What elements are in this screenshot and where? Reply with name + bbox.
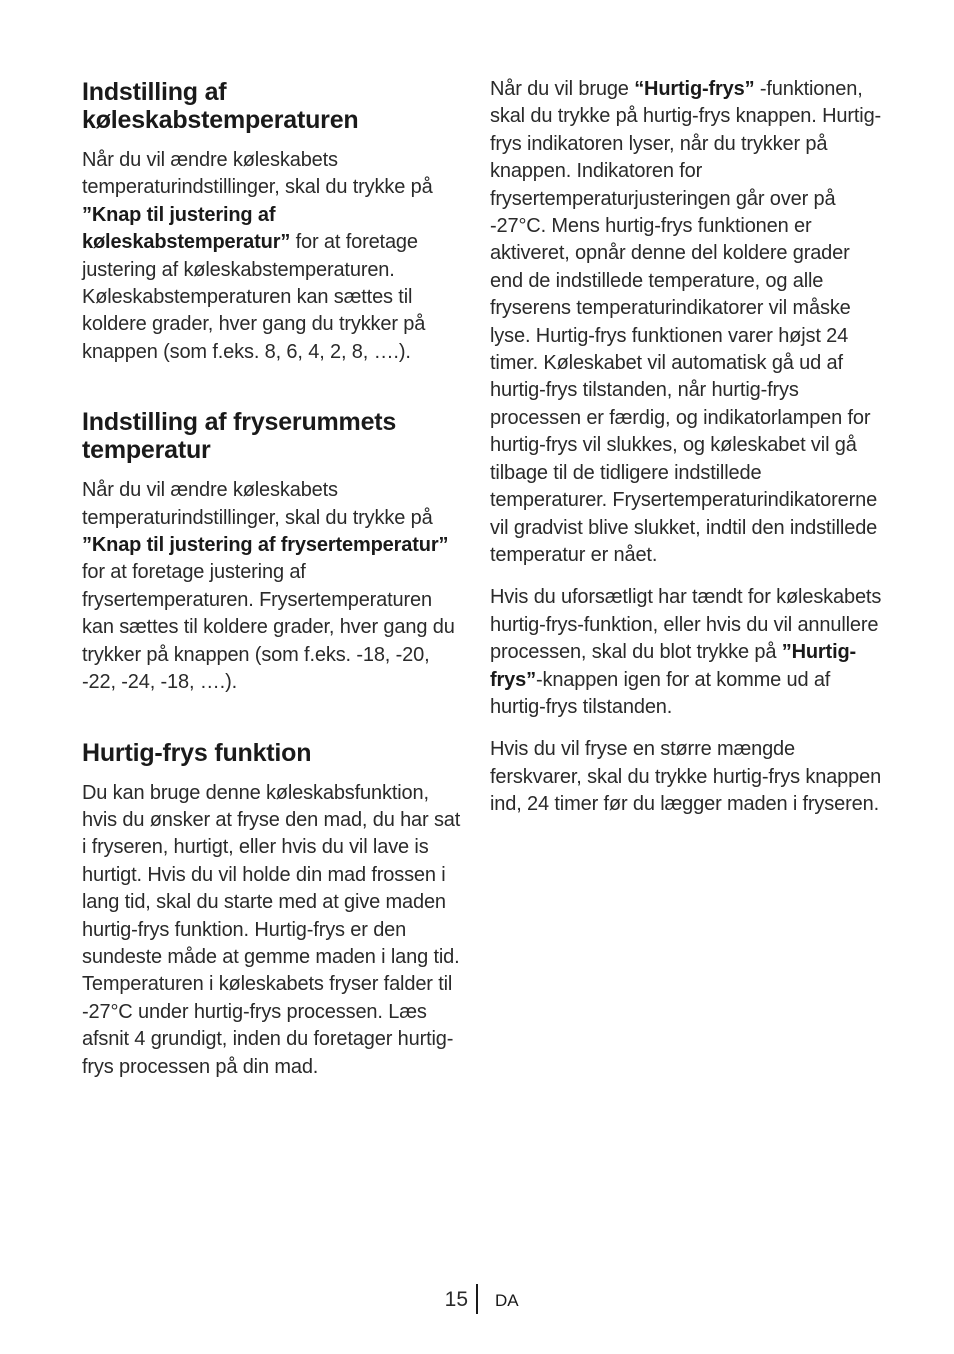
section-quick-freeze [82,739,468,1081]
paragraph-fridge-temperature [82,147,468,366]
heading-line: Indstilling af [82,78,227,106]
page-number: 15 [444,1288,468,1311]
paragraph-quick-freeze: Du kan bruge denne køleskabsfunktion, hvis du ønsker at fryse den mad, du har sat i fryseren, hurtigt, eller hvis du vil lave is hurtigt. Hvis du vil holde din mad frossen i lang tid, skal du starte med at give maden hurtig-frys funktion. Hurtig-frys er den sundeste måde at gemme maden i lang tid. Temperaturen i køleskabets fryser falder til -27°C under hurtig-frys processen. Læs afsnit 4 grundigt, inden du foretager hurtig-frys processen på din mad. [82,781,461,1078]
heading-line: temperatur [82,436,211,465]
heading-line: Indstilling af fryserummets [82,408,397,437]
footer-divider [476,1284,478,1314]
right-column [490,76,882,834]
bold-button-name: “Hurtig-frys” [634,78,755,100]
text-run: for at foretage justering af køleskabstemperaturen. Køleskabstemperaturen kan sættes til koldere grader, hver gang du trykker på knappen (som f.eks. 8, 6, 4, 2, 8, ….). [82,231,426,363]
paragraph-freezer-temperature [82,477,468,696]
paragraph-quick-freeze-advice: Hvis du vil fryse en større mængde ferskvarer, skal du trykke hurtig-frys knappen ind, 24 timer før du lægger maden i fryseren. [490,738,882,816]
bold-button-name: ”Knap til justering af frysertemperatur” [82,534,449,557]
page-footer [0,1284,954,1316]
left-column [82,76,468,1081]
paragraph-quick-freeze-cancel [490,584,882,721]
text-run: Når du vil ændre køleskabets temperaturindstillinger, skal du trykke på [82,149,433,199]
section-heading-quick-freeze: Hurtig-frys funktion [82,738,312,767]
text-run: -funktionen, skal du trykke på hurtig-frys knappen. Hurtig-frys indikatoren lyser, når du trykker på knappen. Indikatoren for frysertemperaturjusteringen går over på -27°C. Mens hurtig-frys funktionen er aktiveret, opnår denne del koldere grader end de indstillede temperature, og alle fryserens temperaturindikatorer vil måske lyse. Hurtig-frys funktionen varer højst 24 timer. Køleskabet vil automatisk gå ud af hurtig-frys tilstanden, når hurtig-frys processen er færdig, og indikatorlampen for hurtig-frys vil slukkes, og køleskabet vil gå tilbage til de tidligere indstillede temperaturer. Frysertemperaturindikatorerne vil gradvist blive slukket, indtil den indstillede temperatur er nået. [490,78,882,566]
section-fridge-temperature [82,78,468,366]
section-heading-fridge-temperature [82,78,468,134]
section-freezer-temperature [82,408,468,696]
bold-button-name: ”Knap til justering af køleskabstemperatur” [82,203,291,254]
heading-line: køleskabstemperaturen [82,106,359,134]
paragraph-quick-freeze-usage [490,76,882,569]
text-run: for at foretage justering af frysertemperaturen. Frysertemperaturen kan sættes til koldere grader, hver gang du trykker på knappen (som f.eks. -18, -20, -22, -24, -18, ….). [82,561,455,694]
text-run: Når du vil ændre køleskabets temperaturindstillinger, skal du trykke på [82,479,433,529]
text-run: Hvis du uforsætligt har tændt for køleskabets hurtig-frys-funktion, eller hvis du vil annullere processen, skal du blot trykke på [490,586,882,664]
language-code: DA [495,1291,519,1310]
text-run: -knappen igen for at komme ud af hurtig-frys tilstanden. [490,668,831,718]
bold-button-name: ”Hurtig-frys” [490,641,857,691]
text-run: Når du vil bruge [490,78,635,100]
section-heading-freezer-temperature [82,408,468,464]
